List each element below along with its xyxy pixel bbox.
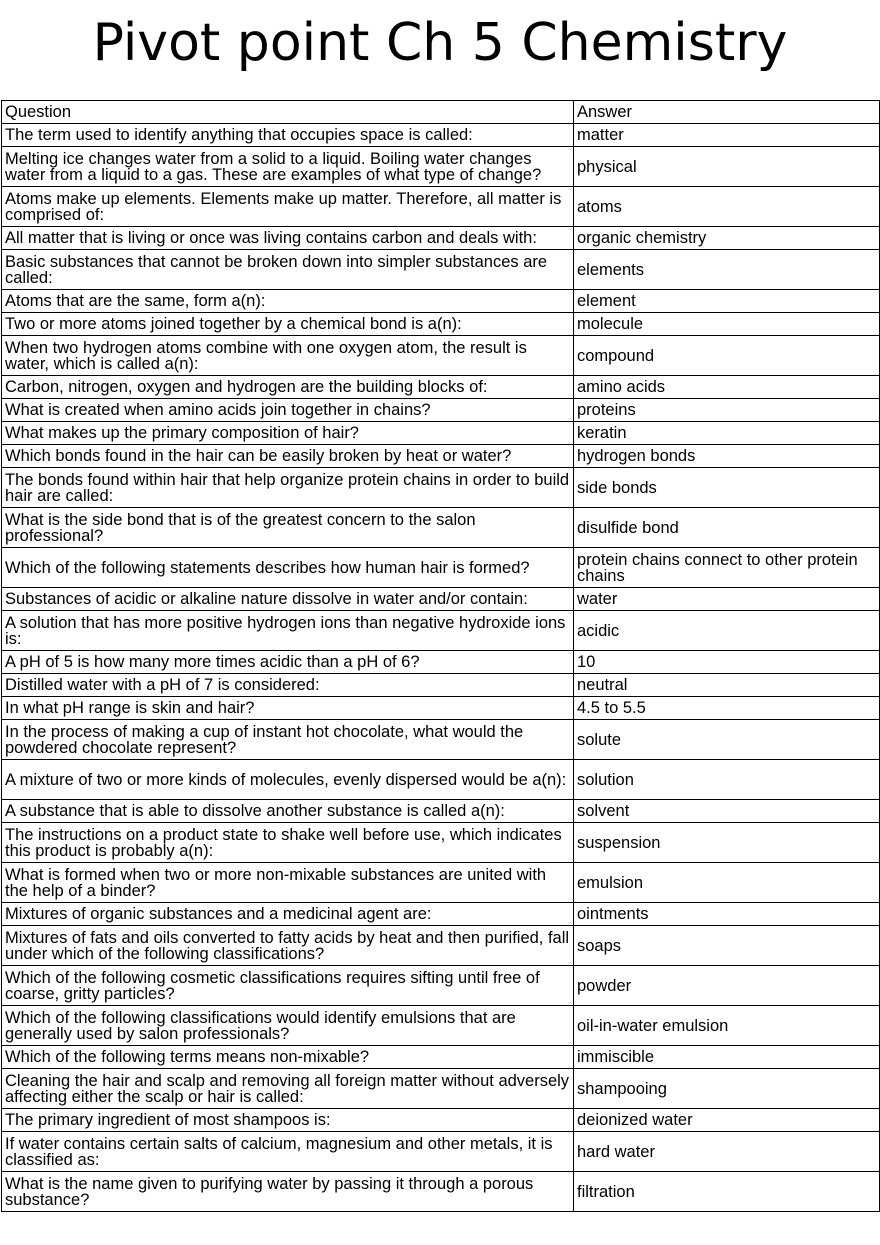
table-header-row bbox=[2, 101, 880, 124]
table-row bbox=[2, 1109, 880, 1132]
qa-table bbox=[1, 100, 880, 1212]
table-row bbox=[2, 376, 880, 399]
table-row bbox=[2, 187, 880, 227]
table-row bbox=[2, 760, 880, 800]
table-row bbox=[2, 250, 880, 290]
question-cell: The term used to identify anything that occupies space is called: bbox=[2, 124, 574, 147]
table-row bbox=[2, 588, 880, 611]
answer-cell: 4.5 to 5.5 bbox=[574, 697, 880, 720]
table-row bbox=[2, 863, 880, 903]
question-cell: What is formed when two or more non-mixable substances are united with the help of a binder? bbox=[2, 863, 574, 903]
table-row bbox=[2, 468, 880, 508]
answer-header: Answer bbox=[574, 101, 880, 124]
table-row bbox=[2, 926, 880, 966]
question-cell: A solution that has more positive hydrogen ions than negative hydroxide ions is: bbox=[2, 611, 574, 651]
question-cell: Melting ice changes water from a solid to a liquid. Boiling water changes water from a liquid to a gas. These are examples of what type of change? bbox=[2, 147, 574, 187]
question-cell: What is the name given to purifying water by passing it through a porous substance? bbox=[2, 1172, 574, 1212]
answer-cell: proteins bbox=[574, 399, 880, 422]
table-row bbox=[2, 313, 880, 336]
table-row bbox=[2, 1172, 880, 1212]
table-row bbox=[2, 697, 880, 720]
table-row bbox=[2, 611, 880, 651]
answer-cell: elements bbox=[574, 250, 880, 290]
answer-cell: hard water bbox=[574, 1132, 880, 1172]
question-cell: The bonds found within hair that help organize protein chains in order to build hair are called: bbox=[2, 468, 574, 508]
answer-cell: immiscible bbox=[574, 1046, 880, 1069]
question-cell: What is created when amino acids join together in chains? bbox=[2, 399, 574, 422]
table-row bbox=[2, 508, 880, 548]
table-row bbox=[2, 124, 880, 147]
answer-cell: shampooing bbox=[574, 1069, 880, 1109]
table-row bbox=[2, 399, 880, 422]
table-row bbox=[2, 548, 880, 588]
answer-cell: side bonds bbox=[574, 468, 880, 508]
answer-cell: disulfide bond bbox=[574, 508, 880, 548]
question-cell: Basic substances that cannot be broken down into simpler substances are called: bbox=[2, 250, 574, 290]
answer-cell: acidic bbox=[574, 611, 880, 651]
answer-cell: powder bbox=[574, 966, 880, 1006]
question-cell: Carbon, nitrogen, oxygen and hydrogen are the building blocks of: bbox=[2, 376, 574, 399]
answer-cell: deionized water bbox=[574, 1109, 880, 1132]
question-cell: In what pH range is skin and hair? bbox=[2, 697, 574, 720]
answer-cell: solute bbox=[574, 720, 880, 760]
question-cell: Mixtures of organic substances and a medicinal agent are: bbox=[2, 903, 574, 926]
question-cell: A mixture of two or more kinds of molecules, evenly dispersed would be a(n): bbox=[2, 760, 574, 800]
question-cell: Two or more atoms joined together by a chemical bond is a(n): bbox=[2, 313, 574, 336]
answer-cell: protein chains connect to other protein chains bbox=[574, 548, 880, 588]
table-row bbox=[2, 445, 880, 468]
question-cell: Which of the following classifications would identify emulsions that are generally used by salon professionals? bbox=[2, 1006, 574, 1046]
table-row bbox=[2, 290, 880, 313]
answer-cell: organic chemistry bbox=[574, 227, 880, 250]
answer-cell: solution bbox=[574, 760, 880, 800]
answer-cell: soaps bbox=[574, 926, 880, 966]
question-cell: A pH of 5 is how many more times acidic than a pH of 6? bbox=[2, 651, 574, 674]
question-cell: Which bonds found in the hair can be easily broken by heat or water? bbox=[2, 445, 574, 468]
answer-cell: neutral bbox=[574, 674, 880, 697]
page-title: Pivot point Ch 5 Chemistry bbox=[92, 13, 788, 73]
table-row bbox=[2, 966, 880, 1006]
question-cell: All matter that is living or once was living contains carbon and deals with: bbox=[2, 227, 574, 250]
table-row bbox=[2, 336, 880, 376]
table-row bbox=[2, 651, 880, 674]
question-cell: A substance that is able to dissolve another substance is called a(n): bbox=[2, 800, 574, 823]
table-row bbox=[2, 674, 880, 697]
table-row bbox=[2, 1069, 880, 1109]
question-cell: Mixtures of fats and oils converted to fatty acids by heat and then purified, fall under which of the following classifications? bbox=[2, 926, 574, 966]
answer-cell: filtration bbox=[574, 1172, 880, 1212]
question-cell: Cleaning the hair and scalp and removing all foreign matter without adversely affecting either the scalp or hair is called: bbox=[2, 1069, 574, 1109]
answer-cell: 10 bbox=[574, 651, 880, 674]
answer-cell: physical bbox=[574, 147, 880, 187]
question-cell: In the process of making a cup of instant hot chocolate, what would the powdered chocolate represent? bbox=[2, 720, 574, 760]
question-cell: The primary ingredient of most shampoos is: bbox=[2, 1109, 574, 1132]
answer-cell: suspension bbox=[574, 823, 880, 863]
question-cell: What makes up the primary composition of hair? bbox=[2, 422, 574, 445]
question-cell: Distilled water with a pH of 7 is considered: bbox=[2, 674, 574, 697]
answer-cell: solvent bbox=[574, 800, 880, 823]
question-cell: If water contains certain salts of calcium, magnesium and other metals, it is classified as: bbox=[2, 1132, 574, 1172]
answer-cell: oil-in-water emulsion bbox=[574, 1006, 880, 1046]
question-cell: Substances of acidic or alkaline nature dissolve in water and/or contain: bbox=[2, 588, 574, 611]
table-row bbox=[2, 720, 880, 760]
question-cell: What is the side bond that is of the greatest concern to the salon professional? bbox=[2, 508, 574, 548]
answer-cell: molecule bbox=[574, 313, 880, 336]
question-cell: When two hydrogen atoms combine with one oxygen atom, the result is water, which is called a(n): bbox=[2, 336, 574, 376]
qa-table-body bbox=[2, 101, 880, 1212]
question-header: Question bbox=[2, 101, 574, 124]
answer-cell: ointments bbox=[574, 903, 880, 926]
question-cell: Which of the following terms means non-mixable? bbox=[2, 1046, 574, 1069]
table-row bbox=[2, 227, 880, 250]
question-cell: The instructions on a product state to shake well before use, which indicates this product is probably a(n): bbox=[2, 823, 574, 863]
table-row bbox=[2, 147, 880, 187]
question-cell: Which of the following statements describes how human hair is formed? bbox=[2, 548, 574, 588]
answer-cell: amino acids bbox=[574, 376, 880, 399]
table-row bbox=[2, 823, 880, 863]
table-row bbox=[2, 1046, 880, 1069]
answer-cell: element bbox=[574, 290, 880, 313]
answer-cell: compound bbox=[574, 336, 880, 376]
answer-cell: matter bbox=[574, 124, 880, 147]
question-cell: Which of the following cosmetic classifications requires sifting until free of coarse, gritty particles? bbox=[2, 966, 574, 1006]
table-row bbox=[2, 800, 880, 823]
question-cell: Atoms that are the same, form a(n): bbox=[2, 290, 574, 313]
table-row bbox=[2, 1006, 880, 1046]
answer-cell: water bbox=[574, 588, 880, 611]
answer-cell: emulsion bbox=[574, 863, 880, 903]
table-row bbox=[2, 903, 880, 926]
question-cell: Atoms make up elements. Elements make up matter. Therefore, all matter is comprised of: bbox=[2, 187, 574, 227]
table-row bbox=[2, 422, 880, 445]
answer-cell: hydrogen bonds bbox=[574, 445, 880, 468]
answer-cell: keratin bbox=[574, 422, 880, 445]
table-row bbox=[2, 1132, 880, 1172]
answer-cell: atoms bbox=[574, 187, 880, 227]
